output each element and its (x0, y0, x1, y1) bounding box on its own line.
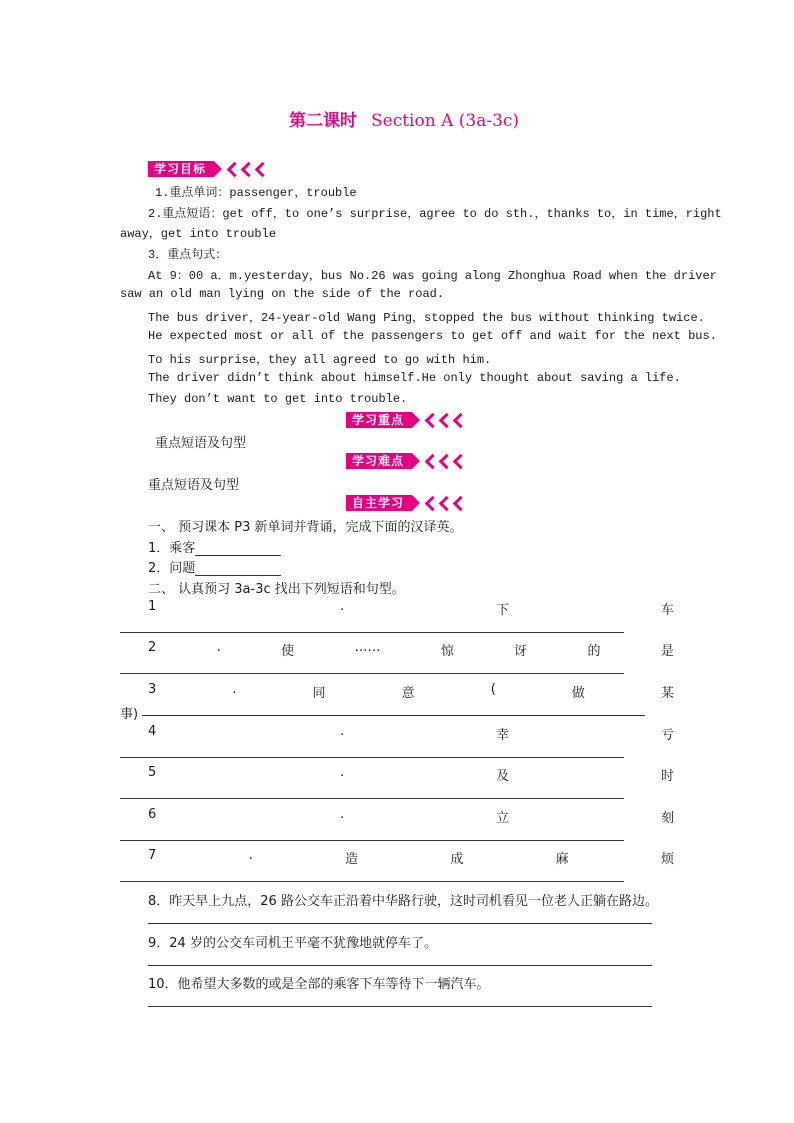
sentence-item-8: 8．昨天早上九点，26 路公交车正沿着中华路行驶，这时司机看见一位老人正躺在路边。 (148, 894, 658, 909)
phrase-char: 意 (401, 686, 415, 701)
objective-sentences-heading: 3．重点句式： (148, 248, 228, 262)
answer-line[interactable] (120, 798, 624, 799)
banner-label: 学习目标 (148, 161, 214, 177)
phrase-char: 造 (345, 852, 359, 867)
phrase-char: . (232, 682, 237, 697)
phrase-row-5 (148, 765, 674, 784)
phrase-char: 做 (571, 686, 585, 701)
phrase-char: . (339, 807, 345, 822)
phrase-row-3 (148, 682, 674, 701)
chevrons-icon (424, 498, 466, 509)
phrase-char: . (339, 724, 345, 739)
title-en: Section A (3a-3c) (371, 111, 520, 131)
banner-label: 自主学习 (346, 495, 412, 511)
phrase-char: 惊 (440, 644, 454, 659)
part1-instruction: 一、 预习课本 P3 新单词并背诵，完成下面的汉译英。 (148, 520, 463, 535)
phrase-char: . (248, 848, 253, 863)
answer-line[interactable] (120, 881, 624, 882)
answer-blank[interactable] (195, 563, 281, 576)
chevrons-icon (226, 164, 268, 175)
phrase-char: 刻 (660, 811, 674, 826)
phrase-char: 7 (148, 848, 157, 863)
phrase-char: 1 (148, 599, 157, 614)
chevrons-icon (424, 415, 466, 426)
vocab-label: 2．问题 (148, 561, 196, 576)
answer-line[interactable] (148, 923, 652, 924)
phrase-char: 成 (450, 852, 464, 867)
phrase-char: 讶 (514, 644, 528, 659)
answer-line[interactable] (148, 1006, 652, 1007)
phrase-char: 6 (148, 807, 157, 822)
phrase-char: 下 (496, 603, 510, 618)
vocab-item (148, 557, 281, 576)
phrase-row-4 (148, 724, 674, 743)
phrase-char: 立 (496, 811, 510, 826)
answer-line[interactable] (148, 965, 652, 966)
phrase-char: 5 (148, 765, 157, 780)
answer-line[interactable] (120, 757, 624, 758)
answer-line[interactable] (120, 840, 624, 841)
phrase-row-6 (148, 807, 674, 826)
answer-line[interactable] (120, 632, 624, 633)
title-cn: 第二课时 (289, 111, 357, 131)
phrase-char: 使 (281, 644, 295, 659)
phrase-char: 2 (148, 640, 157, 655)
sentence-item-9: 9．24 岁的公交车司机王平毫不犹豫地就停车了。 (148, 936, 437, 951)
banner-label: 学习重点 (346, 412, 412, 428)
part2-instruction: 二、 认真预习 3a-3c 找出下列短语和句型。 (148, 582, 405, 597)
objective-sentence: To his surprise，they all agreed to go with him. (148, 353, 492, 367)
objective-sentence: He expected most or all of the passengers to get off and wait for the next bus. (148, 329, 717, 343)
phrase-char: 麻 (555, 852, 569, 867)
phrase-row-7 (148, 848, 674, 867)
phrase-char: ( (490, 682, 496, 697)
phrase-char: 的 (587, 644, 601, 659)
vocab-item (148, 537, 281, 556)
objective-sentence: saw an old man lying on the side of the road. (120, 287, 445, 301)
page-title (289, 106, 519, 131)
phrase-row-3-tail: 事) (120, 707, 139, 722)
key-points-text: 重点短语及句型 (155, 436, 247, 451)
phrase-char: 亏 (660, 728, 674, 743)
answer-blank[interactable] (195, 543, 281, 556)
answer-line[interactable] (142, 715, 645, 716)
objective-sentence: The bus driver，24-year-old Wang Ping，stopped the bus without thinking twice. (148, 311, 705, 325)
banner-label: 学习难点 (346, 453, 412, 469)
phrase-char: 同 (312, 686, 326, 701)
objective-words: 1.重点单词：passenger，trouble (155, 186, 357, 200)
phrase-char: . (216, 640, 221, 655)
phrase-char: 及 (496, 769, 510, 784)
difficulties-text: 重点短语及句型 (148, 478, 240, 493)
banner-self-study (346, 495, 466, 511)
phrase-char: . (339, 599, 345, 614)
objective-sentence: They don’t want to get into trouble. (148, 392, 408, 406)
phrase-char: 3 (148, 682, 157, 697)
banner-objectives (148, 161, 268, 177)
banner-key-points (346, 412, 466, 428)
vocab-label: 1．乘客 (148, 541, 196, 556)
answer-line[interactable] (120, 673, 624, 674)
objective-sentence: The driver didn’t think about himself.He only thought about saving a life. (148, 371, 681, 385)
phrase-char: 时 (660, 769, 674, 784)
phrase-char: …… (354, 640, 381, 655)
phrase-char: 烦 (660, 852, 674, 867)
sentence-item-10: 10．他希望大多数的或是全部的乘客下车等待下一辆汽车。 (148, 977, 490, 992)
phrase-char: 是 (660, 644, 674, 659)
phrase-char: 幸 (496, 728, 510, 743)
objective-phrases: 2.重点短语：get off，to one’s surprise，agree to do sth.，thanks to，in time，right (148, 207, 722, 221)
chevrons-icon (424, 456, 466, 467)
banner-difficulties (346, 453, 466, 469)
phrase-char: 4 (148, 724, 157, 739)
phrase-row-2 (148, 640, 674, 659)
phrase-char: . (339, 765, 345, 780)
phrase-row-1 (148, 599, 674, 618)
phrase-char: 某 (660, 686, 674, 701)
objective-phrases-cont: away，get into trouble (120, 227, 277, 241)
phrase-char: 车 (660, 603, 674, 618)
objective-sentence: At 9：00 a．m.yesterday，bus No.26 was going along Zhonghua Road when the driver (148, 269, 717, 283)
